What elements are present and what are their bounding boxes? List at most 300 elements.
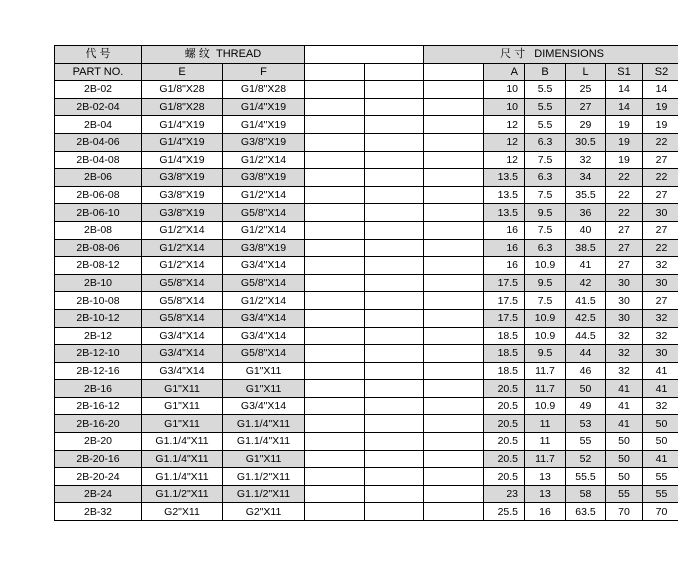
blank-1 xyxy=(305,433,365,451)
thread-f: G1/2"X14 xyxy=(223,186,305,204)
blank-1 xyxy=(305,116,365,134)
dim-s1: 19 xyxy=(606,151,643,169)
dim-a: 12 xyxy=(484,116,525,134)
dim-s1: 32 xyxy=(606,327,643,345)
thread-e: G1/4"X19 xyxy=(142,116,223,134)
dim-b: 10.9 xyxy=(525,309,566,327)
dim-s1: 27 xyxy=(606,221,643,239)
dim-a: 13.5 xyxy=(484,204,525,222)
thread-f: G3/8"X19 xyxy=(223,133,305,151)
blank-1 xyxy=(305,151,365,169)
thread-f: G5/8"X14 xyxy=(223,345,305,363)
blank-1 xyxy=(305,415,365,433)
blank-1 xyxy=(305,186,365,204)
table-row xyxy=(55,116,678,134)
dim-s1: 22 xyxy=(606,169,643,187)
header-code: 代 号 xyxy=(55,46,142,64)
thread-f: G1"X11 xyxy=(223,450,305,468)
blank-3 xyxy=(424,380,484,398)
blank-3 xyxy=(424,292,484,310)
thread-f: G3/4"X14 xyxy=(223,397,305,415)
thread-e: G1.1/4"X11 xyxy=(142,433,223,451)
dim-a: 12 xyxy=(484,133,525,151)
dim-s2: 27 xyxy=(643,221,678,239)
thread-f: G1/2"X14 xyxy=(223,151,305,169)
dim-l: 63.5 xyxy=(566,503,606,521)
blank-2 xyxy=(365,274,424,292)
thread-f: G3/8"X19 xyxy=(223,169,305,187)
header-dim-cn: 尺 寸 xyxy=(500,48,526,61)
dim-b: 6.3 xyxy=(525,239,566,257)
header-col-b: B xyxy=(525,63,566,81)
dim-a: 10 xyxy=(484,98,525,116)
dim-l: 46 xyxy=(566,362,606,380)
dim-s2: 19 xyxy=(643,98,678,116)
dim-b: 5.5 xyxy=(525,98,566,116)
part-number: 2B-16 xyxy=(55,380,142,398)
dim-s1: 27 xyxy=(606,257,643,275)
blank-2 xyxy=(365,327,424,345)
dim-b: 11.7 xyxy=(525,380,566,398)
thread-e: G5/8"X14 xyxy=(142,309,223,327)
thread-f: G5/8"X14 xyxy=(223,204,305,222)
dim-l: 52 xyxy=(566,450,606,468)
table-row xyxy=(55,221,678,239)
thread-f: G1"X11 xyxy=(223,362,305,380)
table-row xyxy=(55,98,678,116)
dim-l: 41 xyxy=(566,257,606,275)
dim-a: 20.5 xyxy=(484,468,525,486)
blank-3 xyxy=(424,81,484,99)
dim-s1: 30 xyxy=(606,292,643,310)
thread-f: G2"X11 xyxy=(223,503,305,521)
table-row xyxy=(55,204,678,222)
dim-b: 6.3 xyxy=(525,169,566,187)
part-number: 2B-02 xyxy=(55,81,142,99)
part-number: 2B-32 xyxy=(55,503,142,521)
thread-f: G3/8"X19 xyxy=(223,239,305,257)
dim-a: 20.5 xyxy=(484,380,525,398)
part-number: 2B-04-06 xyxy=(55,133,142,151)
dim-a: 16 xyxy=(484,221,525,239)
dim-s1: 30 xyxy=(606,309,643,327)
dim-a: 17.5 xyxy=(484,274,525,292)
blank-3 xyxy=(424,468,484,486)
header-row-2 xyxy=(55,63,678,81)
part-number: 2B-10 xyxy=(55,274,142,292)
dim-l: 38.5 xyxy=(566,239,606,257)
table-row xyxy=(55,450,678,468)
thread-e: G2"X11 xyxy=(142,503,223,521)
dim-s1: 14 xyxy=(606,98,643,116)
dim-l: 49 xyxy=(566,397,606,415)
dim-l: 40 xyxy=(566,221,606,239)
blank-2 xyxy=(365,450,424,468)
blank-2 xyxy=(365,257,424,275)
dim-a: 20.5 xyxy=(484,397,525,415)
blank-2 xyxy=(365,221,424,239)
table-row xyxy=(55,327,678,345)
blank-3 xyxy=(424,169,484,187)
part-number: 2B-20-24 xyxy=(55,468,142,486)
blank-1 xyxy=(305,239,365,257)
dim-s1: 30 xyxy=(606,274,643,292)
table-row xyxy=(55,292,678,310)
header-blank xyxy=(305,46,424,64)
blank-1 xyxy=(305,327,365,345)
dim-a: 17.5 xyxy=(484,292,525,310)
dim-b: 10.9 xyxy=(525,257,566,275)
thread-e: G3/4"X14 xyxy=(142,327,223,345)
blank-3 xyxy=(424,274,484,292)
blank-3 xyxy=(424,485,484,503)
thread-f: G1.1/4"X11 xyxy=(223,433,305,451)
table-row xyxy=(55,503,678,521)
dim-a: 25.5 xyxy=(484,503,525,521)
table-row xyxy=(55,309,678,327)
dim-b: 10.9 xyxy=(525,397,566,415)
blank-1 xyxy=(305,380,365,398)
dim-b: 7.5 xyxy=(525,186,566,204)
dim-l: 44 xyxy=(566,345,606,363)
part-number: 2B-06-08 xyxy=(55,186,142,204)
blank-2 xyxy=(365,503,424,521)
part-number: 2B-16-12 xyxy=(55,397,142,415)
header-col-e: E xyxy=(142,63,223,81)
header-blank-2 xyxy=(365,63,424,81)
header-dimensions xyxy=(424,46,678,64)
dim-s1: 19 xyxy=(606,116,643,134)
thread-f: G1/2"X14 xyxy=(223,221,305,239)
dim-s2: 32 xyxy=(643,397,678,415)
blank-3 xyxy=(424,151,484,169)
thread-e: G1.1/4"X11 xyxy=(142,450,223,468)
dim-l: 30.5 xyxy=(566,133,606,151)
part-number: 2B-02-04 xyxy=(55,98,142,116)
dim-l: 42.5 xyxy=(566,309,606,327)
thread-f: G1.1/2"X11 xyxy=(223,485,305,503)
blank-2 xyxy=(365,309,424,327)
dim-s2: 27 xyxy=(643,186,678,204)
dim-s2: 50 xyxy=(643,415,678,433)
table-row xyxy=(55,133,678,151)
table-row xyxy=(55,81,678,99)
dim-s2: 22 xyxy=(643,169,678,187)
dim-l: 29 xyxy=(566,116,606,134)
blank-1 xyxy=(305,204,365,222)
table-row xyxy=(55,485,678,503)
blank-1 xyxy=(305,98,365,116)
thread-f: G3/4"X14 xyxy=(223,309,305,327)
dim-s1: 50 xyxy=(606,450,643,468)
blank-3 xyxy=(424,362,484,380)
spec-table xyxy=(54,45,678,521)
dim-b: 11.7 xyxy=(525,362,566,380)
dim-s2: 41 xyxy=(643,380,678,398)
dim-s2: 55 xyxy=(643,485,678,503)
table-row xyxy=(55,362,678,380)
dim-b: 7.5 xyxy=(525,292,566,310)
dim-s2: 19 xyxy=(643,116,678,134)
blank-3 xyxy=(424,186,484,204)
dim-s2: 27 xyxy=(643,292,678,310)
header-blank-3 xyxy=(424,63,484,81)
dim-s1: 32 xyxy=(606,362,643,380)
header-thread-en: THREAD xyxy=(215,48,262,61)
part-number: 2B-16-20 xyxy=(55,415,142,433)
dim-b: 5.5 xyxy=(525,116,566,134)
blank-2 xyxy=(365,239,424,257)
thread-e: G1"X11 xyxy=(142,415,223,433)
dim-l: 41.5 xyxy=(566,292,606,310)
thread-f: G1.1/2"X11 xyxy=(223,468,305,486)
dim-s2: 32 xyxy=(643,257,678,275)
dim-l: 55.5 xyxy=(566,468,606,486)
thread-e: G1/2"X14 xyxy=(142,257,223,275)
table-row xyxy=(55,345,678,363)
dim-a: 18.5 xyxy=(484,362,525,380)
thread-e: G1"X11 xyxy=(142,397,223,415)
dim-b: 13 xyxy=(525,468,566,486)
dim-s2: 30 xyxy=(643,274,678,292)
header-col-s2: S2 xyxy=(643,63,678,81)
table-row xyxy=(55,169,678,187)
dim-l: 32 xyxy=(566,151,606,169)
header-col-l: L xyxy=(566,63,606,81)
blank-2 xyxy=(365,345,424,363)
thread-e: G1/2"X14 xyxy=(142,221,223,239)
blank-3 xyxy=(424,116,484,134)
dim-s1: 41 xyxy=(606,415,643,433)
part-number: 2B-08 xyxy=(55,221,142,239)
dim-b: 9.5 xyxy=(525,204,566,222)
dim-a: 23 xyxy=(484,485,525,503)
dim-b: 7.5 xyxy=(525,151,566,169)
table-row xyxy=(55,274,678,292)
blank-1 xyxy=(305,468,365,486)
part-number: 2B-12-10 xyxy=(55,345,142,363)
dim-l: 36 xyxy=(566,204,606,222)
dim-s2: 30 xyxy=(643,345,678,363)
thread-e: G3/8"X19 xyxy=(142,169,223,187)
blank-1 xyxy=(305,362,365,380)
dim-s1: 41 xyxy=(606,380,643,398)
header-col-f: F xyxy=(223,63,305,81)
blank-1 xyxy=(305,221,365,239)
dim-l: 58 xyxy=(566,485,606,503)
blank-3 xyxy=(424,98,484,116)
header-dim-en: DIMENSIONS xyxy=(534,48,604,61)
table-row xyxy=(55,415,678,433)
dim-s2: 14 xyxy=(643,81,678,99)
blank-2 xyxy=(365,169,424,187)
thread-e: G1/8"X28 xyxy=(142,98,223,116)
blank-1 xyxy=(305,257,365,275)
blank-1 xyxy=(305,292,365,310)
blank-2 xyxy=(365,292,424,310)
blank-2 xyxy=(365,415,424,433)
dim-s2: 55 xyxy=(643,468,678,486)
part-number: 2B-20 xyxy=(55,433,142,451)
blank-1 xyxy=(305,503,365,521)
table-row xyxy=(55,257,678,275)
dim-s1: 19 xyxy=(606,133,643,151)
dim-a: 20.5 xyxy=(484,450,525,468)
dim-a: 13.5 xyxy=(484,169,525,187)
thread-e: G1.1/4"X11 xyxy=(142,468,223,486)
blank-3 xyxy=(424,397,484,415)
dim-l: 44.5 xyxy=(566,327,606,345)
header-col-s1: S1 xyxy=(606,63,643,81)
blank-1 xyxy=(305,345,365,363)
blank-2 xyxy=(365,485,424,503)
blank-2 xyxy=(365,204,424,222)
blank-1 xyxy=(305,397,365,415)
header-part-no: PART NO. xyxy=(55,63,142,81)
thread-f: G3/4"X14 xyxy=(223,327,305,345)
blank-1 xyxy=(305,450,365,468)
blank-3 xyxy=(424,257,484,275)
blank-3 xyxy=(424,415,484,433)
dim-s2: 22 xyxy=(643,133,678,151)
thread-e: G1.1/2"X11 xyxy=(142,485,223,503)
dim-s2: 41 xyxy=(643,450,678,468)
thread-f: G1/2"X14 xyxy=(223,292,305,310)
dim-s2: 22 xyxy=(643,239,678,257)
header-col-a: A xyxy=(484,63,525,81)
blank-1 xyxy=(305,485,365,503)
thread-e: G3/8"X19 xyxy=(142,186,223,204)
dim-s2: 32 xyxy=(643,327,678,345)
blank-1 xyxy=(305,309,365,327)
thread-e: G1/2"X14 xyxy=(142,239,223,257)
thread-f: G1/4"X19 xyxy=(223,98,305,116)
thread-e: G3/4"X14 xyxy=(142,345,223,363)
blank-2 xyxy=(365,468,424,486)
blank-3 xyxy=(424,204,484,222)
dim-l: 50 xyxy=(566,380,606,398)
dim-s2: 50 xyxy=(643,433,678,451)
part-number: 2B-10-08 xyxy=(55,292,142,310)
dim-s2: 41 xyxy=(643,362,678,380)
dim-l: 25 xyxy=(566,81,606,99)
thread-f: G1/4"X19 xyxy=(223,116,305,134)
part-number: 2B-10-12 xyxy=(55,309,142,327)
table-row xyxy=(55,468,678,486)
dim-a: 17.5 xyxy=(484,309,525,327)
dim-a: 18.5 xyxy=(484,327,525,345)
blank-2 xyxy=(365,433,424,451)
dim-s1: 50 xyxy=(606,468,643,486)
header-row-1 xyxy=(55,46,678,64)
dim-s1: 32 xyxy=(606,345,643,363)
dim-b: 11.7 xyxy=(525,450,566,468)
dim-s2: 70 xyxy=(643,503,678,521)
dim-b: 13 xyxy=(525,485,566,503)
dim-s1: 70 xyxy=(606,503,643,521)
dim-a: 20.5 xyxy=(484,415,525,433)
part-number: 2B-12-16 xyxy=(55,362,142,380)
thread-f: G5/8"X14 xyxy=(223,274,305,292)
table-row xyxy=(55,380,678,398)
dim-s2: 32 xyxy=(643,309,678,327)
blank-1 xyxy=(305,133,365,151)
dim-b: 9.5 xyxy=(525,345,566,363)
part-number: 2B-24 xyxy=(55,485,142,503)
thread-e: G1"X11 xyxy=(142,380,223,398)
table-row xyxy=(55,186,678,204)
dim-b: 11 xyxy=(525,415,566,433)
thread-e: G5/8"X14 xyxy=(142,292,223,310)
thread-e: G1/8"X28 xyxy=(142,81,223,99)
dim-b: 10.9 xyxy=(525,327,566,345)
part-number: 2B-12 xyxy=(55,327,142,345)
blank-2 xyxy=(365,116,424,134)
blank-1 xyxy=(305,81,365,99)
dim-s1: 41 xyxy=(606,397,643,415)
dim-s2: 27 xyxy=(643,151,678,169)
part-number: 2B-08-12 xyxy=(55,257,142,275)
thread-f: G3/4"X14 xyxy=(223,257,305,275)
dim-s1: 27 xyxy=(606,239,643,257)
dim-a: 12 xyxy=(484,151,525,169)
blank-3 xyxy=(424,503,484,521)
blank-3 xyxy=(424,133,484,151)
dim-s1: 14 xyxy=(606,81,643,99)
table-row xyxy=(55,151,678,169)
part-number: 2B-08-06 xyxy=(55,239,142,257)
part-number: 2B-06-10 xyxy=(55,204,142,222)
blank-2 xyxy=(365,133,424,151)
blank-3 xyxy=(424,433,484,451)
thread-f: G1.1/4"X11 xyxy=(223,415,305,433)
dim-s2: 30 xyxy=(643,204,678,222)
blank-3 xyxy=(424,345,484,363)
dim-b: 7.5 xyxy=(525,221,566,239)
blank-2 xyxy=(365,380,424,398)
blank-2 xyxy=(365,81,424,99)
blank-2 xyxy=(365,362,424,380)
dim-l: 53 xyxy=(566,415,606,433)
dim-b: 6.3 xyxy=(525,133,566,151)
dim-a: 13.5 xyxy=(484,186,525,204)
dim-s1: 22 xyxy=(606,186,643,204)
blank-3 xyxy=(424,221,484,239)
dim-a: 18.5 xyxy=(484,345,525,363)
dim-b: 9.5 xyxy=(525,274,566,292)
dim-b: 11 xyxy=(525,433,566,451)
dim-a: 16 xyxy=(484,239,525,257)
part-number: 2B-04 xyxy=(55,116,142,134)
dim-b: 5.5 xyxy=(525,81,566,99)
dim-l: 27 xyxy=(566,98,606,116)
header-thread xyxy=(142,46,305,64)
blank-1 xyxy=(305,169,365,187)
blank-3 xyxy=(424,239,484,257)
thread-e: G1/4"X19 xyxy=(142,133,223,151)
dim-s1: 22 xyxy=(606,204,643,222)
dim-b: 16 xyxy=(525,503,566,521)
blank-1 xyxy=(305,274,365,292)
table-row xyxy=(55,433,678,451)
dim-l: 35.5 xyxy=(566,186,606,204)
header-thread-cn: 螺 纹 xyxy=(184,48,210,61)
blank-2 xyxy=(365,397,424,415)
dim-a: 16 xyxy=(484,257,525,275)
thread-e: G3/4"X14 xyxy=(142,362,223,380)
thread-f: G1"X11 xyxy=(223,380,305,398)
blank-3 xyxy=(424,309,484,327)
